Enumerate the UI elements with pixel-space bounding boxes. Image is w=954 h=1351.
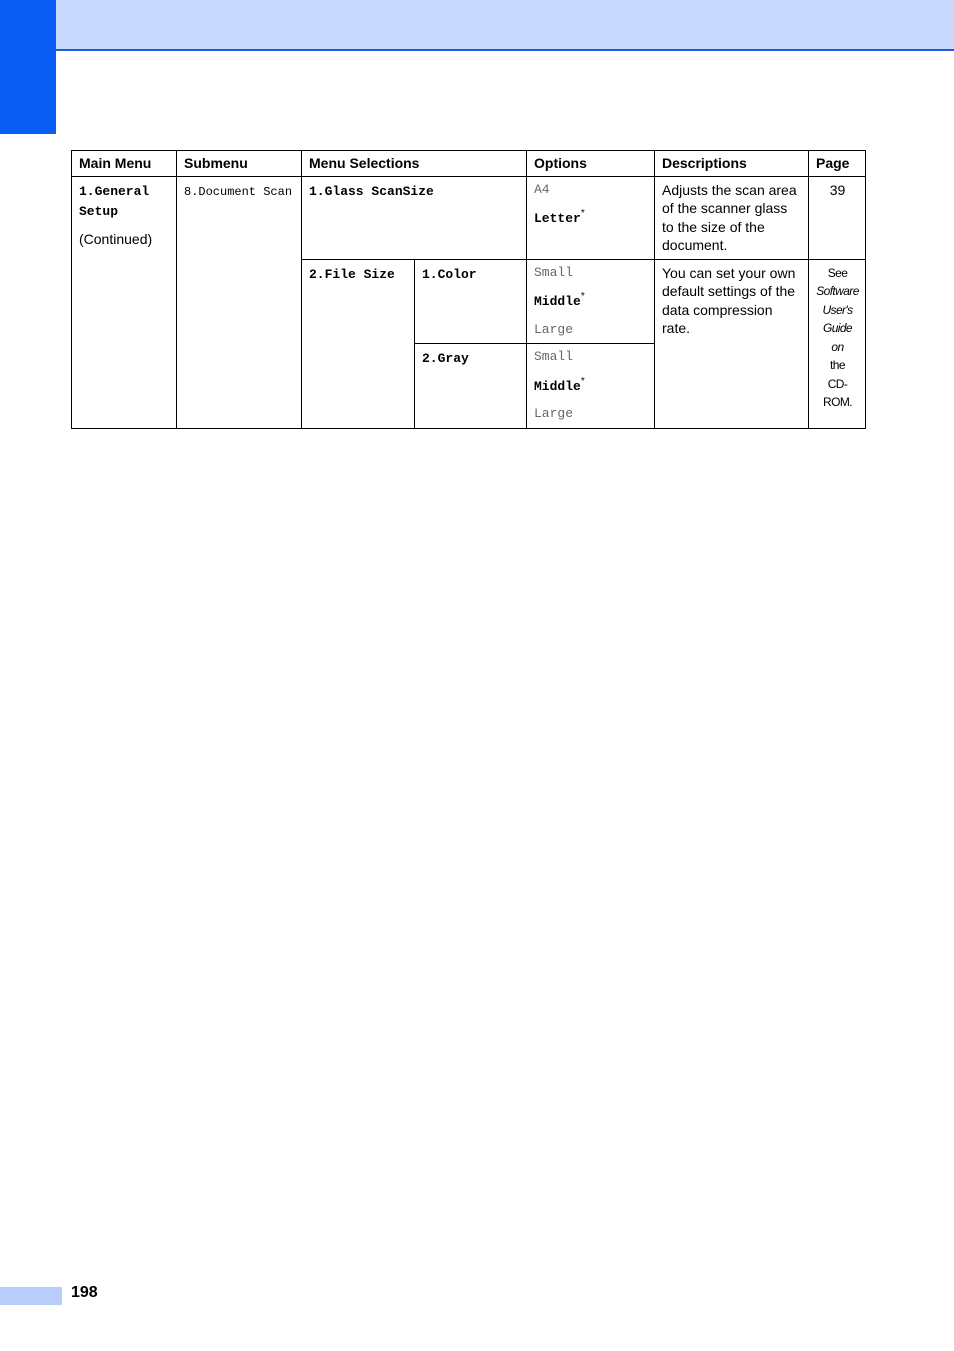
table-header-row xyxy=(72,151,866,177)
option-large: Large xyxy=(534,321,574,337)
description-text: Adjusts the scan area of the scanner glass to the size of the document. xyxy=(662,181,797,253)
continued-label: (Continued) xyxy=(79,230,153,247)
option-middle: Middle xyxy=(534,294,581,309)
option-small: Small xyxy=(534,264,574,280)
default-marker: * xyxy=(580,291,585,302)
selection-label: 2.File Size xyxy=(309,266,395,282)
column-header-page: Page xyxy=(809,151,866,177)
header-band xyxy=(0,0,954,51)
see-note-line: Guide on xyxy=(822,321,853,354)
page-number-bar xyxy=(0,1287,62,1305)
column-header-options: Options xyxy=(527,151,655,177)
page-number: 198 xyxy=(71,1284,98,1301)
page-see-note xyxy=(816,264,859,412)
see-note-line: the xyxy=(830,358,845,372)
column-header-main-menu: Main Menu xyxy=(72,151,177,177)
default-marker: * xyxy=(580,375,585,387)
see-note-line: User's xyxy=(822,302,853,317)
option-small: Small xyxy=(534,349,574,364)
table-row xyxy=(72,176,866,259)
chapter-tab xyxy=(0,0,56,134)
option-letter: Letter xyxy=(534,211,581,226)
column-header-menu-selections: Menu Selections xyxy=(302,151,527,177)
description-cell xyxy=(655,176,809,259)
selection-cell xyxy=(302,259,415,428)
option-large: Large xyxy=(534,406,574,421)
page-reference: 39 xyxy=(829,181,846,198)
page-cell xyxy=(809,259,866,428)
selection-cell xyxy=(302,176,527,259)
selection-label: 1.Glass ScanSize xyxy=(309,183,434,199)
column-header-descriptions: Descriptions xyxy=(655,151,809,177)
menu-table xyxy=(71,150,866,429)
default-marker: * xyxy=(580,208,585,219)
subselection-color: 1.Color xyxy=(422,266,477,282)
main-menu-label: 1.General Setup xyxy=(79,183,150,219)
description-text: You can set your own default settings of the data compression rate. xyxy=(662,264,796,336)
options-cell xyxy=(527,344,655,429)
see-note-line: Software xyxy=(816,284,859,298)
subselection-cell xyxy=(415,259,527,344)
options-cell xyxy=(527,176,655,259)
main-menu-cell xyxy=(72,176,177,428)
submenu-label: 8.Document Scan xyxy=(184,184,293,199)
option-middle: Middle xyxy=(534,378,581,394)
subselection-gray: 2.Gray xyxy=(422,351,469,366)
column-header-submenu: Submenu xyxy=(177,151,302,177)
subselection-cell xyxy=(415,344,527,429)
options-cell xyxy=(527,259,655,344)
submenu-cell xyxy=(177,176,302,428)
page-cell xyxy=(809,176,866,259)
see-note-line: See xyxy=(827,265,848,280)
option-a4: A4 xyxy=(534,181,550,197)
see-note-line: CD-ROM. xyxy=(823,376,852,409)
description-cell xyxy=(655,259,809,428)
